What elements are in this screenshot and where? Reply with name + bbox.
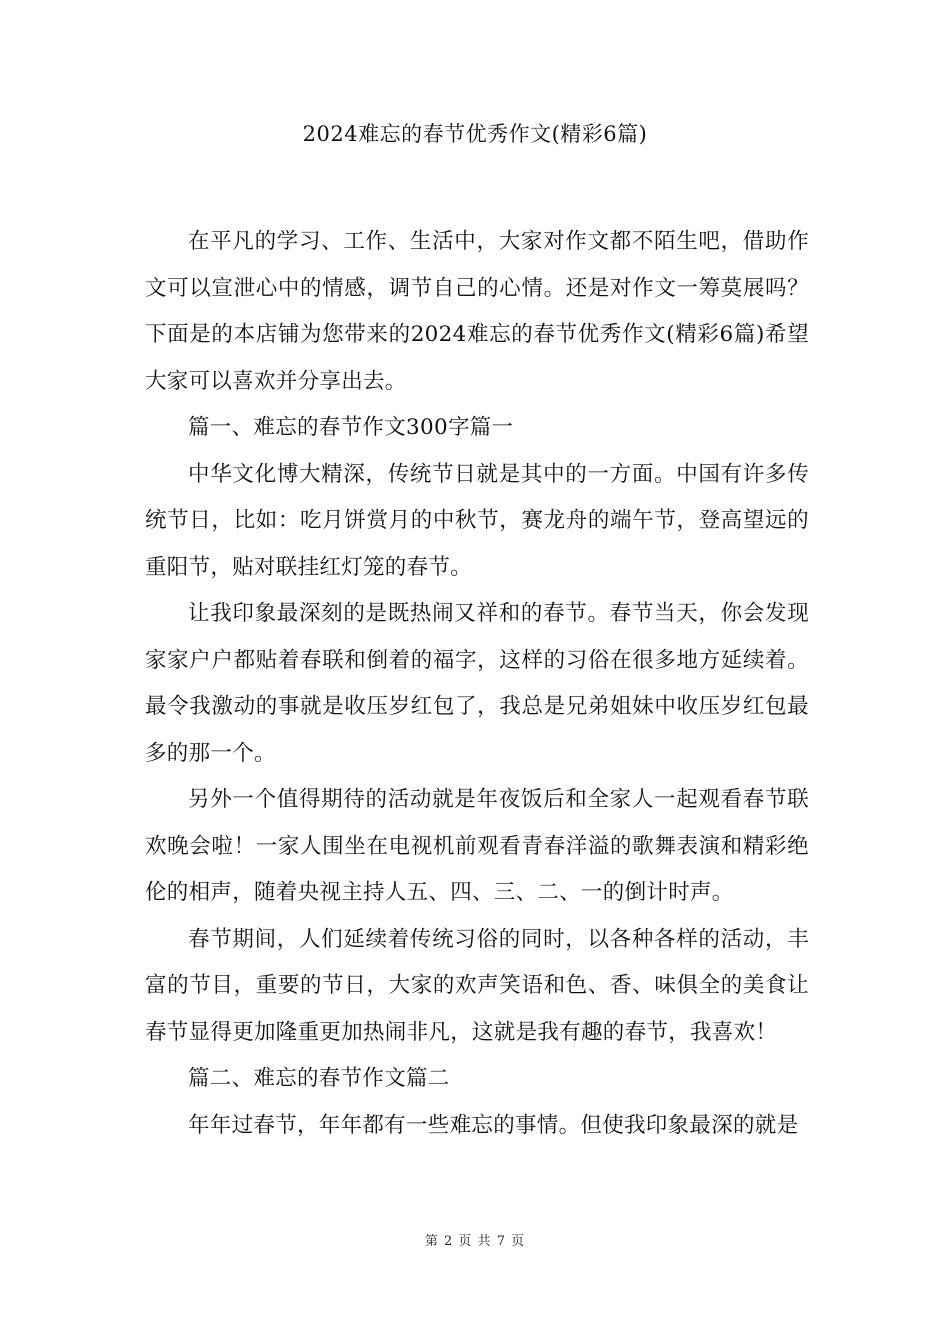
body-paragraph: 中华文化博大精深，传统节日就是其中的一方面。中国有许多传统节日，比如：吃月饼赏月的中秋节，赛龙舟的端午节，登高望远的重阳节，贴对联挂红灯笼的春节。 [145,461,809,580]
body-paragraph: 春节期间，人们延续着传统习俗的同时，以各种各样的活动，丰富的节目，重要的节日，大家的欢声笑语和色、香、味俱全的美食让春节显得更加隆重更加热闹非凡，这就是我有趣的春节，我喜欢！ [145,926,809,1045]
body-paragraph: 让我印象最深刻的是既热闹又祥和的春节。春节当天，你会发现家家户户都贴着春联和倒着的福字，这样的习俗在很多地方延续着。最令我激动的事就是收压岁红包了，我总是兄弟姐妹中收压岁红包最多的那一个。 [145,601,809,766]
document-body [145,219,809,1149]
section-heading-2: 篇二、难忘的春节作文篇二 [188,1066,450,1091]
body-paragraph: 另外一个值得期待的活动就是年夜饭后和全家人一起观看春节联欢晚会啦！一家人围坐在电视机前观看青春洋溢的歌舞表演和精彩绝伦的相声，随着央视主持人五、四、三、二、一的倒计时声。 [145,787,809,905]
document-title: 2024难忘的春节优秀作文(精彩6篇) [302,122,648,146]
page-number-footer: 第 2 页 共 7 页 [424,1234,526,1249]
section-heading-1: 篇一、难忘的春节作文300字篇一 [188,415,514,440]
intro-paragraph: 在平凡的学习、工作、生活中，大家对作文都不陌生吧，借助作文可以宣泄心中的情感，调节自己的心情。还是对作文一筹莫展吗？下面是的本店铺为您带来的2024难忘的春节优秀作文(精彩6篇)希望大家可以喜欢并分享出去。 [145,229,809,394]
body-paragraph: 年年过春节，年年都有一些难忘的事情。但使我印象最深的就是 [188,1112,799,1138]
